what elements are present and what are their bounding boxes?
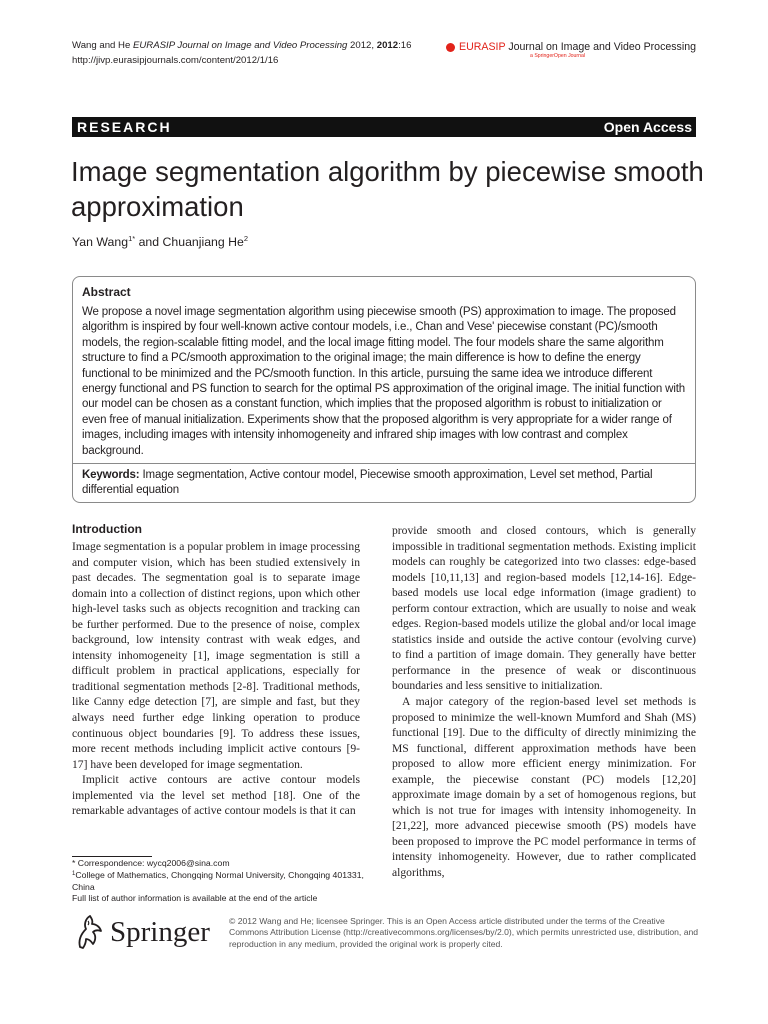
article-type-label: RESEARCH xyxy=(77,119,172,135)
citation-line xyxy=(72,38,411,53)
body-column-left xyxy=(72,539,360,819)
journal-logo xyxy=(446,41,696,60)
keywords-list: Image segmentation, Active contour model, Piecewise smooth approximation, Level set method, Partial differential equation xyxy=(82,469,653,497)
open-access-label: Open Access xyxy=(603,119,692,135)
paragraph: Implicit active contours are active contour models implemented via the level set method [18]. One of the remarkable advantages of active contour models is that it can xyxy=(72,773,360,818)
springer-horse-icon xyxy=(74,913,104,951)
body-column-right xyxy=(392,523,696,881)
springeropen-tagline: a SpringerOpen Journal xyxy=(530,53,586,59)
correspondence-note: * Correspondence: wycq2006@sina.com xyxy=(72,858,230,868)
paragraph: Image segmentation is a popular problem in image processing and computer vision, which has been studied extensively in past decades. The segmentation goal is to separate image domain into a collection of distinct regions, upon which other high-level tasks such as objects recognition and tracking can be further performed. Due to the presence of noise, complex background, low intensity contrast with weak edges, and intensity inhomogeneity [1], image segmentation is still a difficult problem in practical applications, especially for traditional segmentation methods [2-8]. Traditional methods, like Canny edge detection [7], are simple and fast, but they always need further edge linking operation to produce continuous object boundaries [9]. To address these issues, more recent methods including implicit active contours [9-17] have been developed for image segmentation. xyxy=(72,540,360,771)
citation-year: 2012, xyxy=(350,40,375,51)
journal-logo-text: EURASIP Journal on Image and Video Processing xyxy=(459,41,696,53)
citation-page: :16 xyxy=(398,40,412,51)
author-affil-marker: 2 xyxy=(243,234,249,243)
running-header xyxy=(72,38,411,68)
author-affil-marker: 1* xyxy=(128,234,136,243)
author-name: Chuanjiang He xyxy=(162,235,244,249)
abstract-heading: Abstract xyxy=(82,285,131,299)
abstract-box xyxy=(72,276,696,503)
article-type-band xyxy=(72,117,696,137)
keywords-label: Keywords: xyxy=(82,469,140,482)
abstract-text: We propose a novel image segmentation algorithm using piecewise smooth (PS) approximation to image. The proposed algorithm is inspired by four well-known active contour models, i.e., Chan and Vese' piecewise constant (PC)/smooth models, the region-scalable fitting model, and the local image fitting model. The four models share the same algorithm structure to find a PC/smooth approximation to the original image; the main difference is how to define the energy functional to be minimized and the PC/smooth function. In this article, pursuing the same idea we introduce different energy functional and PS function to search for the optimal PS approximation of the original image. The initial function with our model can be chosen as a constant function, which implies that the proposed algorithm is robust to initialization or even free of manual initialization. Experiments show that the proposed algorithm is very appropriate for a wider range of images, including images with intensity inhomogeneity and infrared ship images with low contrast and complex background. xyxy=(82,306,686,457)
author-separator: and xyxy=(135,235,163,249)
footnote xyxy=(72,858,372,905)
citation-volume: 2012 xyxy=(376,40,399,51)
author-list xyxy=(72,234,248,249)
citation-authors: Wang and He xyxy=(72,40,131,51)
footnote-divider xyxy=(72,856,152,857)
abstract-divider xyxy=(73,463,695,464)
springer-logo xyxy=(74,913,210,951)
license-text: © 2012 Wang and He; licensee Springer. This is an Open Access article distributed under the terms of the Creative Commons Attribution License (http://creativecommons.org/licenses/by/2.0), which permits unrestricted use, distribution, and reproduction in any medium, provided the original work is properly cited. xyxy=(229,916,699,949)
author-info-note: Full list of author information is available at the end of the article xyxy=(72,893,318,904)
eurasip-logo-icon xyxy=(446,43,455,52)
paragraph: A major category of the region-based level set methods is proposed to minimize the well-known Mumford and Shah (MS) functional [19]. Due to the difficulty of directly minimizing the MS functional, different approximation methods have been proposed to allow more efficient energy minimization. For example, the piecewise constant (PC) models [12,20] approximate image domain by a set of homogenous regions, but which is not true for images with intensity inhomogeneity. In [21,22], more advanced piecewise smooth (PS) models have been proposed to improve the PC model performance in terms of intensity inhomogeneity. However, due to rather complicated algorithms, xyxy=(392,695,696,880)
paper-title: Image segmentation algorithm by piecewise smooth approximation xyxy=(71,156,704,222)
springer-wordmark: Springer xyxy=(110,915,210,948)
author-name: Yan Wang xyxy=(72,235,129,249)
article-url[interactable]: http://jivp.eurasipjournals.com/content/2012/1/16 xyxy=(72,55,279,66)
affiliation-note: $^1$College of Mathematics, Chongqing Normal University, Chongqing 401331, China xyxy=(72,870,364,892)
paragraph: provide smooth and closed contours, which is generally impossible in traditional segmentation methods. Existing implicit models can roughly be categorized into two classes: edge-based models [10,11,13] and region-based models [12,14-16]. Edge-based models use local edge information (image gradient) to perform contour extraction, which are usually to noise and weak edges. Region-based models utilize the global and/or local image statistics inside and outside the active contour (evolving curve) to find a partition of image domain. They generally have better performance in the presence of weak or discontinuous boundaries and less sensitive to initialization. xyxy=(392,524,696,693)
section-heading-introduction: Introduction xyxy=(72,522,142,536)
citation-journal: EURASIP Journal on Image and Video Processing xyxy=(132,40,348,51)
keywords xyxy=(82,468,686,499)
